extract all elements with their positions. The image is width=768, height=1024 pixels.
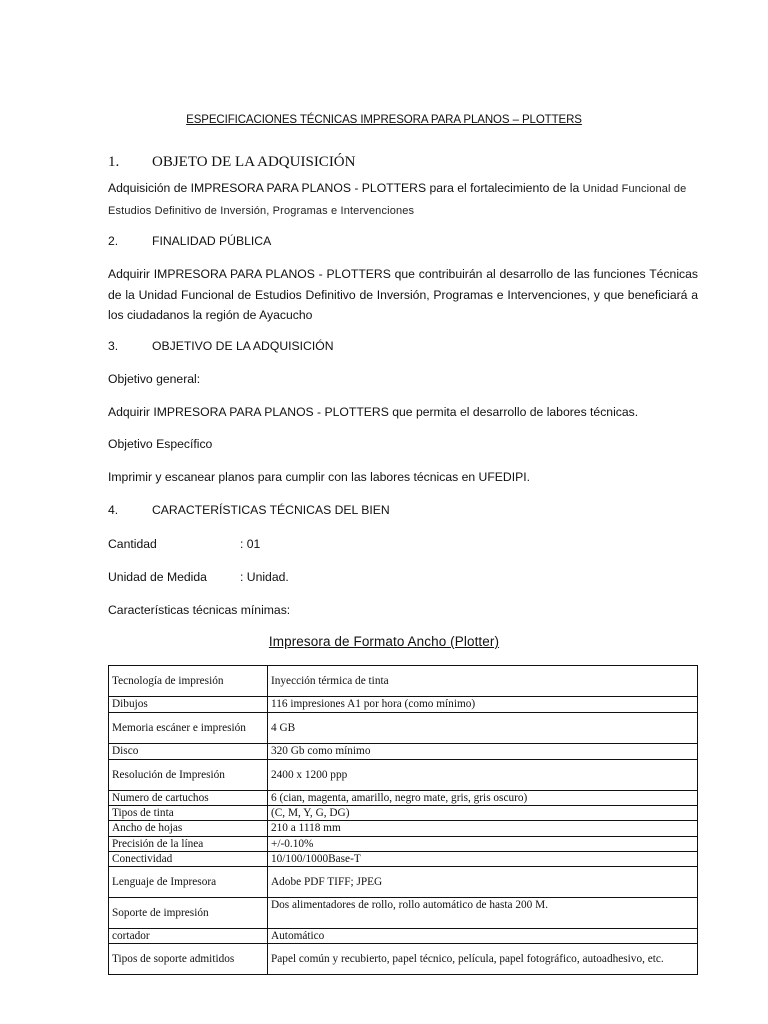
spec-label-cell: Tipos de tinta <box>109 806 268 821</box>
unit-row <box>108 570 289 584</box>
spec-label-cell: cortador <box>109 929 268 944</box>
spec-value-cell: Automático <box>268 929 698 944</box>
section-1-text-light: Unidad Funcional de Estudios Definitivo de Inversión, Programas e Intervenciones <box>108 183 687 217</box>
section-2-number: 2. <box>108 234 119 248</box>
section-2-heading <box>108 234 271 248</box>
specific-objective-text: Imprimir y escanear planos para cumplir con las labores técnicas en UFEDIPI. <box>108 470 530 484</box>
section-1-text-bold: Adquisición de IMPRESORA PARA PLANOS - PLOTTERS para el fortalecimiento de la <box>108 181 580 195</box>
spec-value-cell: (C, M, Y, G, DG) <box>268 806 698 821</box>
table-row <box>109 760 698 791</box>
table-row <box>109 666 698 697</box>
section-1-text <box>108 178 698 221</box>
spec-value-cell: 4 GB <box>268 713 698 744</box>
spec-label-cell: Dibujos <box>109 697 268 713</box>
spec-label-cell: Tecnología de impresión <box>109 666 268 697</box>
section-3-heading <box>108 339 334 353</box>
table-row <box>109 836 698 851</box>
section-1-number: 1. <box>108 154 120 170</box>
table-row <box>109 697 698 713</box>
unit-value: : Unidad. <box>240 570 289 584</box>
spec-value-cell: Dos alimentadores de rollo, rollo automático de hasta 200 M. <box>268 898 698 929</box>
spec-value-cell: Adobe PDF TIFF; JPEG <box>268 867 698 898</box>
spec-value-cell: 10/100/1000Base-T <box>268 851 698 866</box>
spec-label-cell: Precisión de la línea <box>109 836 268 851</box>
spec-label-cell: Memoria escáner e impresión <box>109 713 268 744</box>
table-row <box>109 806 698 821</box>
spec-value-cell: +/-0.10% <box>268 836 698 851</box>
section-4-number: 4. <box>108 503 119 517</box>
unit-label: Unidad de Medida <box>108 570 207 584</box>
document-title: ESPECIFICACIONES TÉCNICAS IMPRESORA PARA PLANOS – PLOTTERS <box>186 114 582 126</box>
spec-value-cell: 6 (cian, magenta, amarillo, negro mate, gris, gris oscuro) <box>268 791 698 806</box>
section-3-title: OBJETIVO DE LA ADQUISICIÓN <box>152 339 334 353</box>
spec-label-cell: Soporte de impresión <box>109 898 268 929</box>
spec-label-cell: Ancho de hojas <box>109 821 268 836</box>
spec-value-cell: 210 a 1118 mm <box>268 821 698 836</box>
table-row <box>109 867 698 898</box>
specific-objective-label: Objetivo Específico <box>108 437 213 451</box>
spec-value-cell: 2400 x 1200 ppp <box>268 760 698 791</box>
section-4-heading <box>108 503 390 517</box>
spec-table-title: Impresora de Formato Ancho (Plotter) <box>268 634 500 649</box>
section-2-title: FINALIDAD PÚBLICA <box>152 234 272 248</box>
table-row <box>109 713 698 744</box>
general-objective-label: Objetivo general: <box>108 372 201 386</box>
table-row <box>109 898 698 929</box>
section-3-number: 3. <box>108 339 119 353</box>
quantity-value: : 01 <box>240 537 261 551</box>
section-1-heading <box>108 154 355 171</box>
quantity-row <box>108 537 260 551</box>
table-row <box>109 744 698 760</box>
spec-label-cell: Disco <box>109 744 268 760</box>
spec-label-cell: Numero de cartuchos <box>109 791 268 806</box>
section-4-title: CARACTERÍSTICAS TÉCNICAS DEL BIEN <box>152 503 390 517</box>
general-objective-text: Adquirir IMPRESORA PARA PLANOS - PLOTTERS que permita el desarrollo de labores técnicas. <box>108 405 639 419</box>
spec-table <box>108 665 698 975</box>
table-row <box>109 851 698 866</box>
spec-value-cell: Papel común y recubierto, papel técnico, película, papel fotográfico, autoadhesivo, etc. <box>268 944 698 975</box>
spec-value-cell: 320 Gb como mínimo <box>268 744 698 760</box>
min-specs-label: Características técnicas mínimas: <box>108 603 291 617</box>
quantity-label: Cantidad <box>108 537 157 551</box>
table-row <box>109 821 698 836</box>
spec-label-cell: Conectividad <box>109 851 268 866</box>
spec-label-cell: Resolución de Impresión <box>109 760 268 791</box>
spec-value-cell: 116 impresiones A1 por hora (como mínimo) <box>268 697 698 713</box>
section-2-text: Adquirir IMPRESORA PARA PLANOS - PLOTTERS que contribuirán al desarrollo de las funciones Técnicas de la Unidad Funcional de Estudios Definitivo de Inversión, Programas e Intervenciones, y que beneficiará a los ciudadanos la región de Ayacucho <box>108 267 698 322</box>
spec-label-cell: Lenguaje de Impresora <box>109 867 268 898</box>
table-row <box>109 791 698 806</box>
table-row <box>109 944 698 975</box>
table-row <box>109 929 698 944</box>
spec-label-cell: Tipos de soporte admitidos <box>109 944 268 975</box>
section-1-title: OBJETO DE LA ADQUISICIÓN <box>152 154 356 170</box>
spec-value-cell: Inyección térmica de tinta <box>268 666 698 697</box>
